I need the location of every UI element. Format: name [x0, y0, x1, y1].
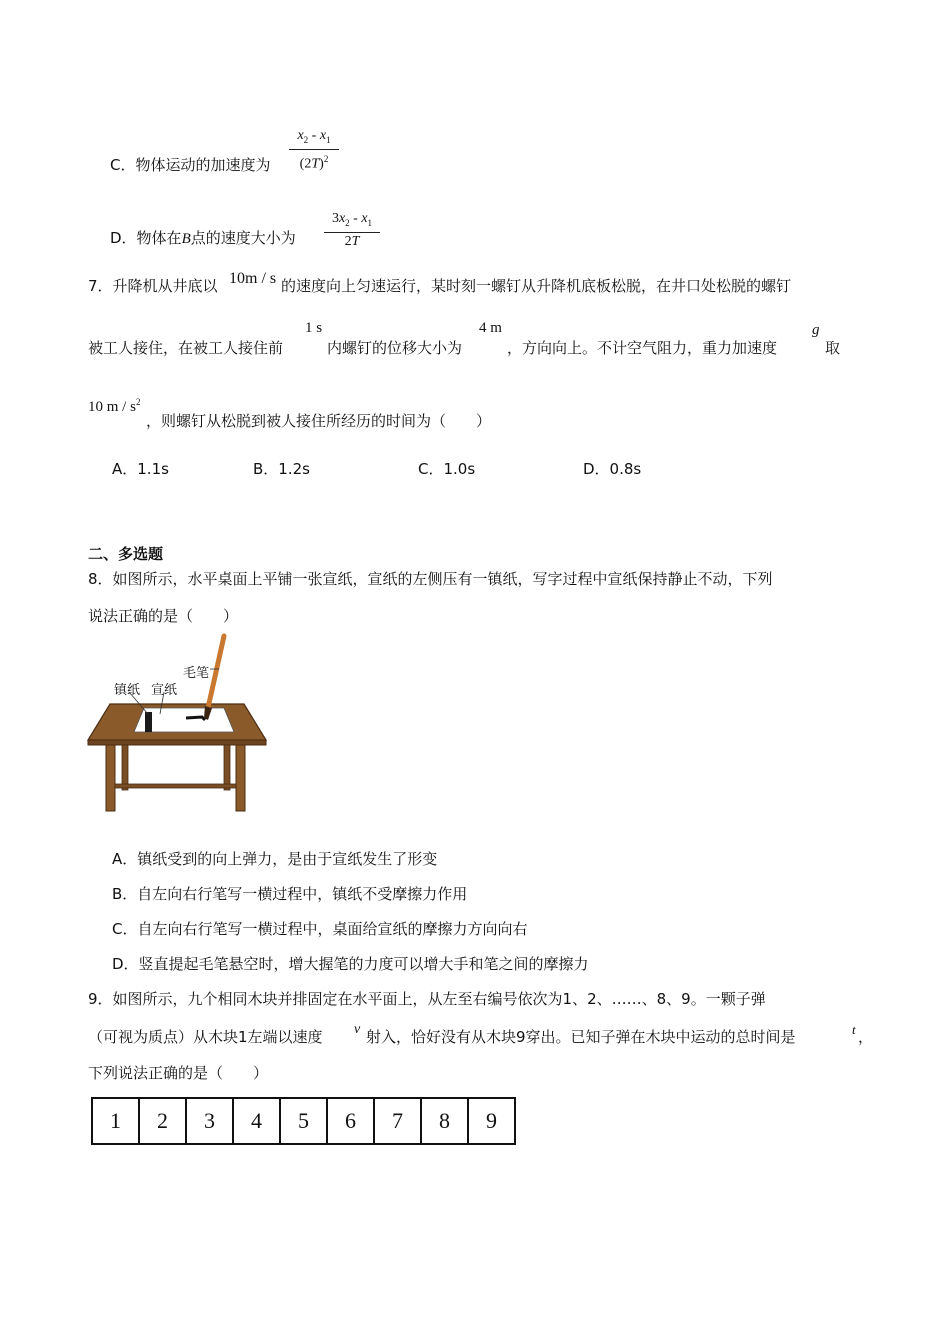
q7-line1-end: 的速度向上匀速运行，某时刻一螺钉从升降机底板松脱，在井口处松脱的螺钉 — [281, 277, 792, 295]
q8-option-a: A．镇纸受到的向上弹力，是由于宣纸发生了形变 — [112, 850, 438, 868]
q8-option-d: D．竖直提起毛笔悬空时，增大握笔的力度可以增大手和笔之间的摩擦力 — [112, 955, 589, 973]
q7-displacement: 4 m — [479, 320, 502, 336]
q8-line1: 8．如图所示，水平桌面上平铺一张宣纸，宣纸的左侧压有一镇纸，写字过程中宣纸保持静止不动，下列 — [88, 570, 773, 588]
q7-option-b: B．1.2s — [253, 460, 310, 478]
q8-figure-desk — [84, 632, 274, 814]
wood-block: 8 — [421, 1098, 468, 1144]
q8-figure-label-paperweight: 镇纸 — [114, 683, 141, 698]
q8-figure-label-brush: 毛笔 — [183, 666, 210, 681]
q7-g-value: 10 m / $s^2$ — [88, 397, 141, 415]
desk-leg-left — [106, 745, 115, 811]
q7-time-1s: 1 s — [305, 320, 323, 336]
q7-line3: ，则螺钉从松脱到被人接住所经历的时间为（ ） — [146, 412, 492, 430]
wood-block: 9 — [468, 1098, 515, 1144]
paperweight — [145, 712, 152, 732]
wood-block: 4 — [233, 1098, 280, 1144]
q6-option-c-label: C．物体运动的加速度为 — [110, 156, 271, 174]
q7-line2-start: 被工人接住，在被工人接住前 — [88, 339, 284, 357]
section-title-multiple-choice: 二、多选题 — [88, 545, 164, 563]
desk-edge — [88, 740, 266, 745]
q7-option-a: A．1.1s — [112, 460, 169, 478]
q8-line2: 说法正确的是（ ） — [88, 607, 239, 625]
q7-line1-start: 7．升降机从井底以 — [88, 277, 218, 295]
q6-option-c-fraction: $x_2 - x_1$ $(2T)^2$ — [289, 128, 339, 172]
q7-line2-mid2: ，方向向上。不计空气阻力，重力加速度 — [507, 339, 778, 357]
desk-leg-back-right — [224, 745, 230, 790]
wood-block: 2 — [139, 1098, 186, 1144]
q9-line1: 9．如图所示，九个相同木块并排固定在水平面上，从左至右编号依次为1、2、……、8、9。一颗子弹 — [88, 990, 766, 1008]
q9-v-symbol: v — [354, 1022, 361, 1037]
desk-crossbar — [115, 784, 236, 788]
q7-speed: 10m / s — [229, 270, 277, 287]
q8-option-c: C．自左向右行笔写一横过程中，桌面给宣纸的摩擦力方向向右 — [112, 920, 528, 938]
q9-line2-mid: 射入，恰好没有从木块9穿出。已知子弹在木块中运动的总时间是 — [366, 1028, 796, 1046]
q8-figure-label-paper: 宣纸 — [151, 683, 178, 698]
q6-option-d-label: D．物体在B点的速度大小为 — [110, 229, 296, 247]
q6-option-d-fraction: $3x_2 - x_1$ 2T — [324, 211, 380, 250]
q9-line2-start: （可视为质点）从木块1左端以速度 — [88, 1028, 323, 1046]
q7-line2-end: 取 — [825, 339, 841, 357]
wood-block: 1 — [92, 1098, 139, 1144]
q7-line2-mid: 内螺钉的位移大小为 — [327, 339, 463, 357]
q9-line3: 下列说法正确的是（ ） — [88, 1064, 269, 1082]
q8-option-b: B．自左向右行笔写一横过程中，镇纸不受摩擦力作用 — [112, 885, 468, 903]
q9-wood-blocks — [91, 1097, 516, 1145]
wood-block: 5 — [280, 1098, 327, 1144]
q9-line2-end: ， — [858, 1028, 874, 1046]
wood-block: 3 — [186, 1098, 233, 1144]
desk-leg-right — [236, 745, 245, 811]
brush-handle — [208, 636, 224, 708]
wood-block: 6 — [327, 1098, 374, 1144]
wood-block: 7 — [374, 1098, 421, 1144]
q9-t-symbol: t — [852, 1022, 856, 1037]
q7-option-c: C．1.0s — [418, 460, 476, 478]
desk-leg-back-left — [122, 745, 128, 790]
q7-option-d: D．0.8s — [583, 460, 642, 478]
q7-g-symbol: g — [812, 322, 820, 338]
